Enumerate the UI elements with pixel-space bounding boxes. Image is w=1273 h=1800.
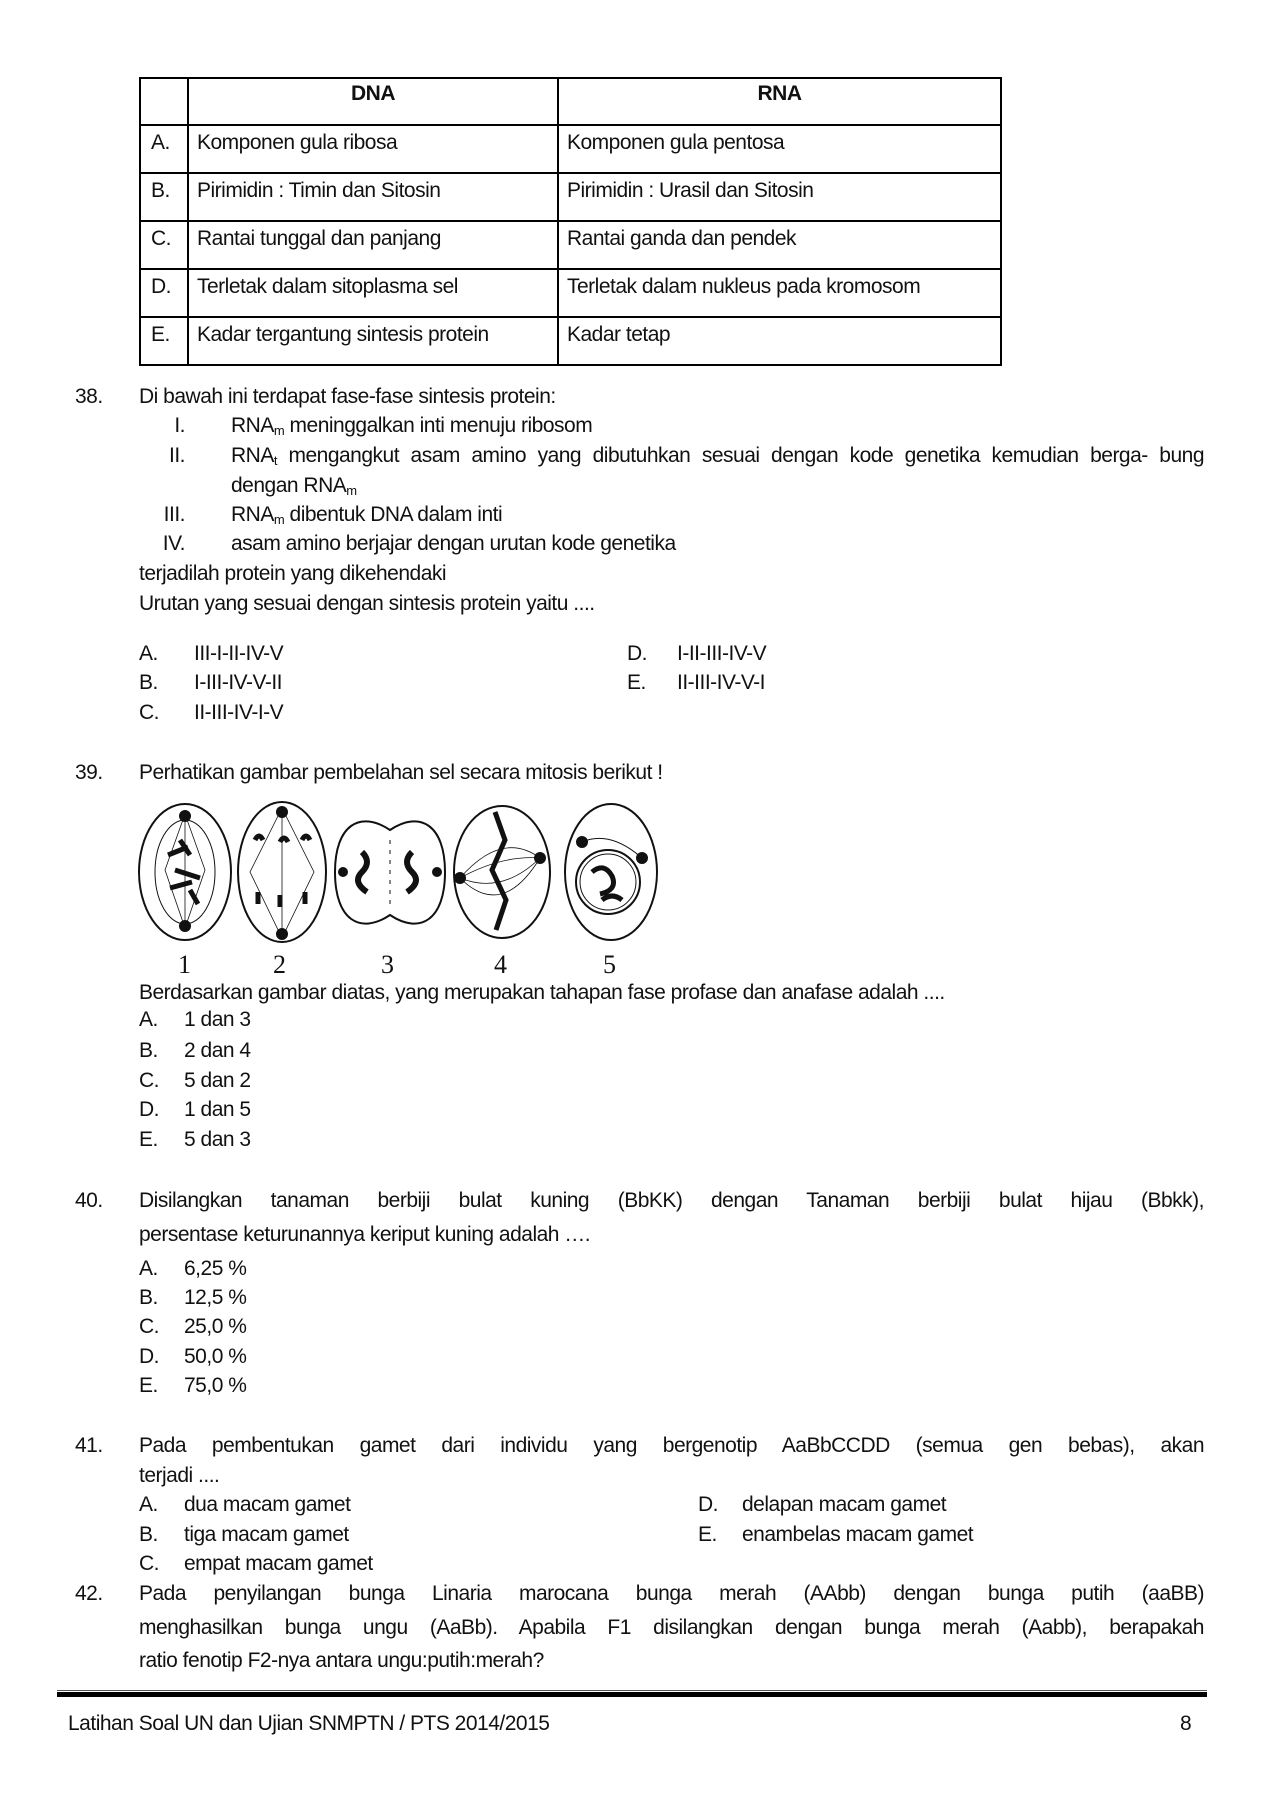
row-letter: B. xyxy=(140,173,188,221)
step-numeral: II. xyxy=(168,444,185,467)
cell-3-telophase-drawing xyxy=(335,821,445,923)
cell-1-prophase-drawing xyxy=(139,804,231,940)
option-text: 1 dan 5 xyxy=(184,1098,251,1121)
question-number: 40. xyxy=(75,1189,103,1212)
option-letter: B. xyxy=(139,1286,158,1309)
option-text: 6,25 % xyxy=(184,1257,247,1280)
table-header-blank xyxy=(140,78,188,125)
option-text: 1 dan 3 xyxy=(184,1008,251,1031)
step-subscript: t xyxy=(273,453,277,468)
option-text: delapan macam gamet xyxy=(742,1493,947,1516)
footer-rule xyxy=(57,1692,1207,1697)
step-body: meninggalkan inti menuju ribosom xyxy=(284,414,593,437)
question-number: 39. xyxy=(75,761,103,784)
option-text: I-III-IV-V-II xyxy=(194,671,283,694)
option-letter: C. xyxy=(139,1069,159,1092)
table-header-rna: RNA xyxy=(558,78,1001,125)
option-letter: C. xyxy=(139,1552,159,1575)
table-row xyxy=(140,221,1001,269)
rna-cell: Terletak dalam nukleus pada kromosom xyxy=(558,269,1001,317)
step-numeral: IV. xyxy=(162,532,185,555)
row-letter: E. xyxy=(140,317,188,365)
option-text: 2 dan 4 xyxy=(184,1039,251,1062)
row-letter: A. xyxy=(140,125,188,173)
question-number: 38. xyxy=(75,385,103,408)
option-text: 25,0 % xyxy=(184,1315,247,1338)
step-text xyxy=(231,414,592,438)
figure-label-1: 1 xyxy=(178,950,191,979)
figure-label-5: 5 xyxy=(603,950,616,979)
option-letter: A. xyxy=(139,1008,158,1031)
option-text: empat macam gamet xyxy=(184,1552,373,1575)
question-prompt: Urutan yang sesuai dengan sintesis protein yaitu .... xyxy=(139,592,595,615)
step-prefix: RNA xyxy=(231,503,274,526)
step-prefix: dengan RNA xyxy=(231,474,347,497)
option-letter: E. xyxy=(698,1523,717,1546)
step-body: mengangkut asam amino yang dibutuhkan sesuai dengan kode genetika kemudian berga- bung xyxy=(276,444,1204,467)
table-header-dna: DNA xyxy=(188,78,558,125)
option-text: 12,5 % xyxy=(184,1286,247,1309)
question-stem-line: menghasilkan bunga ungu (AaBb). Apabila F1 disilangkan dengan bunga merah (Aabb), berapakah xyxy=(139,1616,1204,1639)
step-text xyxy=(231,444,1204,468)
footer-rule-thin xyxy=(57,1690,1207,1691)
question-stem-line: ratio fenotip F2-nya antara ungu:putih:merah? xyxy=(139,1649,544,1672)
step-subscript: m xyxy=(273,512,285,527)
option-text: 5 dan 2 xyxy=(184,1069,251,1092)
option-text: 5 dan 3 xyxy=(184,1128,251,1151)
dna-cell: Komponen gula ribosa xyxy=(188,125,558,173)
option-text: dua macam gamet xyxy=(184,1493,351,1516)
cell-4-metaphase-drawing xyxy=(454,806,550,938)
option-letter: C. xyxy=(139,1315,159,1338)
option-text: 75,0 % xyxy=(184,1374,247,1397)
question-stem-line: Pada penyilangan bunga Linaria marocana bunga merah (AAbb) dengan bunga putih (aaBB) xyxy=(139,1582,1204,1605)
table-row xyxy=(140,125,1001,173)
option-text: tiga macam gamet xyxy=(184,1523,349,1546)
row-letter: D. xyxy=(140,269,188,317)
row-letter: C. xyxy=(140,221,188,269)
step-text xyxy=(231,503,502,527)
cell-2-anaphase-drawing xyxy=(238,802,326,942)
option-letter: E. xyxy=(139,1128,158,1151)
question-stem: Di bawah ini terdapat fase-fase sintesis protein: xyxy=(139,385,556,408)
dna-cell: Terletak dalam sitoplasma sel xyxy=(188,269,558,317)
question-text: terjadilah protein yang dikehendaki xyxy=(139,562,447,585)
option-text: enambelas macam gamet xyxy=(742,1523,974,1546)
step-continuation xyxy=(231,474,357,498)
option-text: 50,0 % xyxy=(184,1345,247,1368)
question-stem-line: terjadi .... xyxy=(139,1464,220,1487)
question-stem-line: Pada pembentukan gamet dari individu yang bergenotip AaBbCCDD (semua gen bebas), akan xyxy=(139,1434,1204,1457)
option-letter: B. xyxy=(139,671,158,694)
question-number: 42. xyxy=(75,1582,103,1605)
rna-cell: Komponen gula pentosa xyxy=(558,125,1001,173)
rna-cell: Pirimidin : Urasil dan Sitosin xyxy=(558,173,1001,221)
option-letter: D. xyxy=(139,1098,159,1121)
rna-cell: Rantai ganda dan pendek xyxy=(558,221,1001,269)
figure-label-4: 4 xyxy=(494,950,507,979)
option-letter: E. xyxy=(627,671,646,694)
step-prefix: RNA xyxy=(231,444,274,467)
option-text: I-II-III-IV-V xyxy=(677,642,767,665)
question-number: 41. xyxy=(75,1434,103,1457)
question-stem: Perhatikan gambar pembelahan sel secara mitosis berikut ! xyxy=(139,761,663,784)
step-text: asam amino berjajar dengan urutan kode genetika xyxy=(231,532,676,555)
step-body: dibentuk DNA dalam inti xyxy=(284,503,503,526)
question-stem-line: persentase keturunannya keriput kuning adalah …. xyxy=(139,1223,591,1246)
option-letter: C. xyxy=(139,701,159,724)
rna-cell: Kadar tetap xyxy=(558,317,1001,365)
table-row xyxy=(140,317,1001,365)
dna-cell: Kadar tergantung sintesis protein xyxy=(188,317,558,365)
option-letter: E. xyxy=(139,1374,158,1397)
mitosis-figure xyxy=(130,800,670,950)
page-number: 8 xyxy=(1180,1712,1192,1735)
step-numeral: I. xyxy=(174,414,185,437)
option-letter: B. xyxy=(139,1039,158,1062)
option-letter: A. xyxy=(139,642,158,665)
step-subscript: m xyxy=(273,423,285,438)
question-prompt: Berdasarkan gambar diatas, yang merupakan tahapan fase profase dan anafase adalah .... xyxy=(139,981,945,1004)
option-letter: D. xyxy=(627,642,647,665)
cell-5-prophase-drawing xyxy=(565,804,657,940)
dna-cell: Pirimidin : Timin dan Sitosin xyxy=(188,173,558,221)
step-numeral: III. xyxy=(163,503,185,526)
option-text: II-III-IV-V-I xyxy=(677,671,766,694)
option-letter: D. xyxy=(698,1493,718,1516)
table-row xyxy=(140,173,1001,221)
figure-label-3: 3 xyxy=(381,950,394,979)
dna-cell: Rantai tunggal dan panjang xyxy=(188,221,558,269)
dna-rna-comparison-table xyxy=(139,77,1002,366)
table-header-row xyxy=(140,78,1001,125)
step-prefix: RNA xyxy=(231,414,274,437)
table-row xyxy=(140,269,1001,317)
figure-label-2: 2 xyxy=(273,950,286,979)
option-letter: A. xyxy=(139,1493,158,1516)
question-stem-line: Disilangkan tanaman berbiji bulat kuning (BbKK) dengan Tanaman berbiji bulat hijau (Bbkk), xyxy=(139,1189,1204,1212)
step-subscript: m xyxy=(346,483,357,498)
option-text: III-I-II-IV-V xyxy=(194,642,284,665)
option-letter: A. xyxy=(139,1257,158,1280)
option-text: II-III-IV-I-V xyxy=(194,701,284,724)
option-letter: B. xyxy=(139,1523,158,1546)
footer-title: Latihan Soal UN dan Ujian SNMPTN / PTS 2014/2015 xyxy=(68,1712,550,1735)
option-letter: D. xyxy=(139,1345,159,1368)
